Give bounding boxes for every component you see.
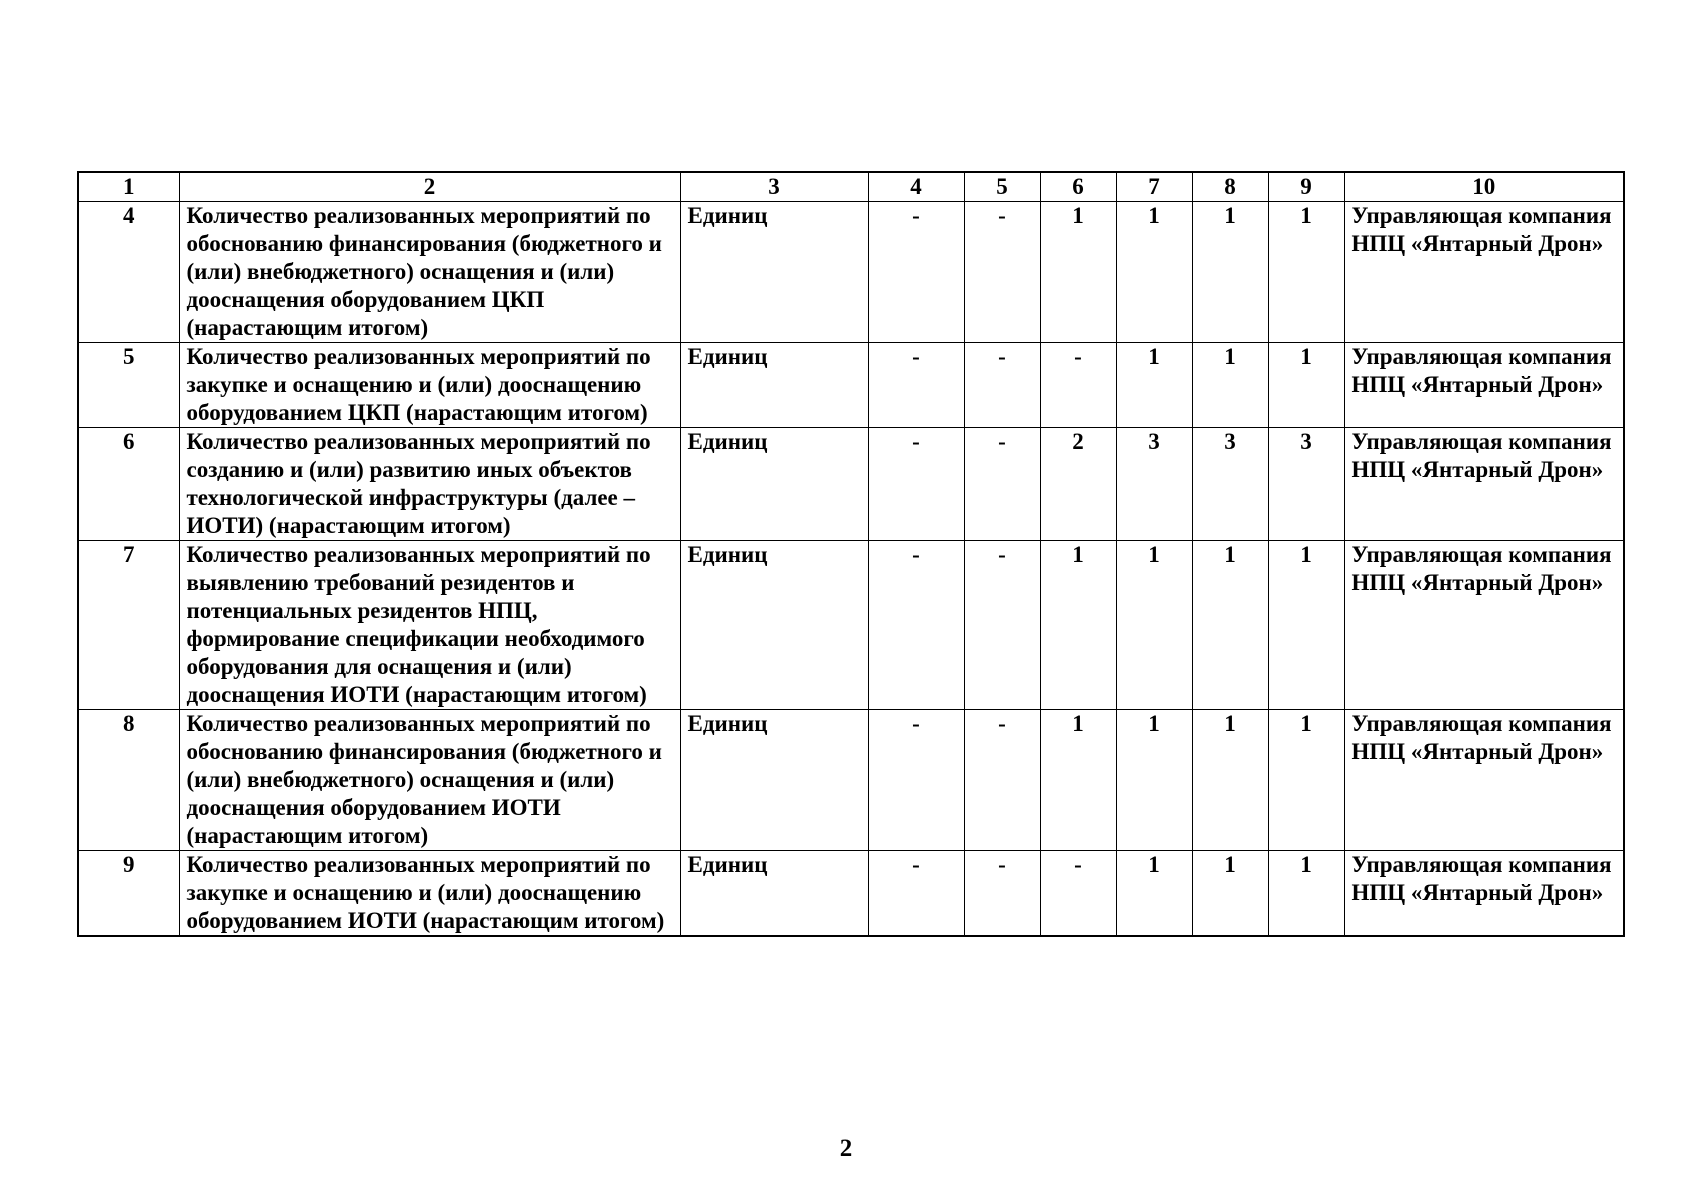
value-cell: 1 bbox=[1116, 343, 1192, 428]
row-number: 8 bbox=[78, 710, 179, 851]
column-header: 6 bbox=[1040, 172, 1116, 202]
table-row bbox=[78, 541, 1624, 710]
unit-cell: Единиц bbox=[680, 428, 868, 541]
value-cell: 1 bbox=[1116, 851, 1192, 937]
indicator-name: Количество реализованных мероприятий по закупке и оснащению и (или) дооснащению оборудованием ЦКП (нарастающим итогом) bbox=[179, 343, 680, 428]
table-row bbox=[78, 343, 1624, 428]
indicators-table bbox=[77, 171, 1625, 937]
responsible-cell: Управляющая компания НПЦ «Янтарный Дрон» bbox=[1344, 541, 1624, 710]
value-cell: 1 bbox=[1192, 343, 1268, 428]
row-number: 7 bbox=[78, 541, 179, 710]
value-cell: - bbox=[964, 202, 1040, 343]
page-number: 2 bbox=[839, 1135, 853, 1162]
value-cell: 1 bbox=[1192, 851, 1268, 937]
unit-cell: Единиц bbox=[680, 343, 868, 428]
value-cell: 1 bbox=[1192, 710, 1268, 851]
indicator-name: Количество реализованных мероприятий по созданию и (или) развитию иных объектов технологической инфраструктуры (далее – ИОТИ) (нарастающим итогом) bbox=[179, 428, 680, 541]
unit-cell: Единиц bbox=[680, 851, 868, 937]
column-header: 3 bbox=[680, 172, 868, 202]
responsible-cell: Управляющая компания НПЦ «Янтарный Дрон» bbox=[1344, 202, 1624, 343]
value-cell: 1 bbox=[1192, 541, 1268, 710]
value-cell: - bbox=[1040, 343, 1116, 428]
row-number: 9 bbox=[78, 851, 179, 937]
unit-cell: Единиц bbox=[680, 710, 868, 851]
indicator-name: Количество реализованных мероприятий по выявлению требований резидентов и потенциальных резидентов НПЦ, формирование спецификации необходимого оборудования для оснащения и (или) дооснащения ИОТИ (нарастающим итогом) bbox=[179, 541, 680, 710]
column-header: 8 bbox=[1192, 172, 1268, 202]
value-cell: 1 bbox=[1268, 202, 1344, 343]
column-header: 2 bbox=[179, 172, 680, 202]
value-cell: 1 bbox=[1116, 710, 1192, 851]
table-row bbox=[78, 710, 1624, 851]
value-cell: 3 bbox=[1192, 428, 1268, 541]
table-row bbox=[78, 202, 1624, 343]
value-cell: 1 bbox=[1116, 202, 1192, 343]
column-header: 4 bbox=[868, 172, 964, 202]
column-header: 1 bbox=[78, 172, 179, 202]
table-header-row bbox=[78, 172, 1624, 202]
row-number: 4 bbox=[78, 202, 179, 343]
column-header: 9 bbox=[1268, 172, 1344, 202]
value-cell: 1 bbox=[1268, 710, 1344, 851]
value-cell: 1 bbox=[1268, 541, 1344, 710]
value-cell: - bbox=[868, 541, 964, 710]
value-cell: 3 bbox=[1116, 428, 1192, 541]
indicator-name: Количество реализованных мероприятий по обоснованию финансирования (бюджетного и (или) внебюджетного) оснащения и (или) дооснащения оборудованием ИОТИ (нарастающим итогом) bbox=[179, 710, 680, 851]
table-row bbox=[78, 851, 1624, 937]
value-cell: 1 bbox=[1192, 202, 1268, 343]
indicator-name: Количество реализованных мероприятий по закупке и оснащению и (или) дооснащению оборудованием ИОТИ (нарастающим итогом) bbox=[179, 851, 680, 937]
value-cell: - bbox=[868, 428, 964, 541]
value-cell: 1 bbox=[1040, 710, 1116, 851]
value-cell: 2 bbox=[1040, 428, 1116, 541]
unit-cell: Единиц bbox=[680, 202, 868, 343]
value-cell: 3 bbox=[1268, 428, 1344, 541]
value-cell: - bbox=[868, 343, 964, 428]
column-header: 5 bbox=[964, 172, 1040, 202]
value-cell: 1 bbox=[1116, 541, 1192, 710]
value-cell: - bbox=[868, 202, 964, 343]
responsible-cell: Управляющая компания НПЦ «Янтарный Дрон» bbox=[1344, 710, 1624, 851]
value-cell: - bbox=[964, 541, 1040, 710]
table-row bbox=[78, 428, 1624, 541]
value-cell: 1 bbox=[1268, 851, 1344, 937]
row-number: 5 bbox=[78, 343, 179, 428]
value-cell: 1 bbox=[1040, 202, 1116, 343]
responsible-cell: Управляющая компания НПЦ «Янтарный Дрон» bbox=[1344, 851, 1624, 937]
unit-cell: Единиц bbox=[680, 541, 868, 710]
value-cell: - bbox=[964, 343, 1040, 428]
indicator-name: Количество реализованных мероприятий по обоснованию финансирования (бюджетного и (или) внебюджетного) оснащения и (или) дооснащения оборудованием ЦКП (нарастающим итогом) bbox=[179, 202, 680, 343]
value-cell: - bbox=[868, 851, 964, 937]
column-header: 7 bbox=[1116, 172, 1192, 202]
value-cell: - bbox=[964, 710, 1040, 851]
responsible-cell: Управляющая компания НПЦ «Янтарный Дрон» bbox=[1344, 343, 1624, 428]
value-cell: - bbox=[964, 428, 1040, 541]
value-cell: - bbox=[868, 710, 964, 851]
column-header: 10 bbox=[1344, 172, 1624, 202]
row-number: 6 bbox=[78, 428, 179, 541]
value-cell: - bbox=[964, 851, 1040, 937]
value-cell: 1 bbox=[1268, 343, 1344, 428]
value-cell: 1 bbox=[1040, 541, 1116, 710]
value-cell: - bbox=[1040, 851, 1116, 937]
responsible-cell: Управляющая компания НПЦ «Янтарный Дрон» bbox=[1344, 428, 1624, 541]
